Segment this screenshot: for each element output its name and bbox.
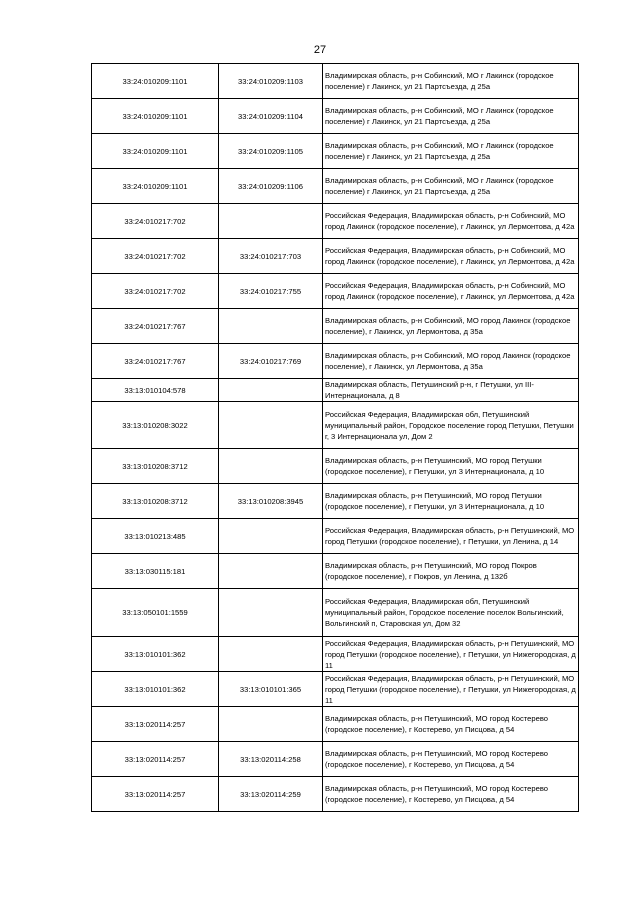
child-cadastral-number: 33:24:010217:769 [219, 344, 323, 379]
parent-cadastral-number: 33:13:010208:3712 [92, 484, 219, 519]
table-row [92, 484, 579, 519]
cadastral-table [91, 63, 579, 812]
child-cadastral-number [219, 449, 323, 484]
parent-cadastral-number: 33:13:010101:362 [92, 637, 219, 672]
table-row [92, 204, 579, 239]
table-row [92, 169, 579, 204]
address-cell: Российская Федерация, Владимирская область, р-н Собинский, МО город Лакинск (городское поселение), г Лакинск, ул Лермонтова, д 42а [323, 239, 579, 274]
child-cadastral-number: 33:13:020114:258 [219, 742, 323, 777]
address-cell: Российская Федерация, Владимирская область, р-н Собинский, МО город Лакинск (городское поселение), г Лакинск, ул Лермонтова, д 42а [323, 204, 579, 239]
table-row [92, 99, 579, 134]
parent-cadastral-number: 33:24:010217:767 [92, 309, 219, 344]
child-cadastral-number: 33:24:010217:755 [219, 274, 323, 309]
address-cell: Владимирская область, р-н Петушинский, МО город Костерево (городское поселение), г Костерево, ул Писцова, д 54 [323, 777, 579, 812]
table-row [92, 777, 579, 812]
table-row [92, 707, 579, 742]
table-row [92, 134, 579, 169]
table-row [92, 449, 579, 484]
address-cell: Владимирская область, р-н Собинский, МО город Лакинск (городское поселение), г Лакинск, ул Лермонтова, д 35а [323, 344, 579, 379]
table-row [92, 309, 579, 344]
address-cell: Владимирская область, Петушинский р-н, г Петушки, ул III-Интернационала, д 8 [323, 379, 579, 402]
parent-cadastral-number: 33:24:010217:702 [92, 239, 219, 274]
address-cell: Российская Федерация, Владимирская обл, Петушинский муниципальный район, Городское поселение поселок Вольгинский, Вольгинский п, Старовская ул, Дом 32 [323, 589, 579, 637]
child-cadastral-number: 33:24:010209:1105 [219, 134, 323, 169]
table-row [92, 379, 579, 402]
child-cadastral-number [219, 637, 323, 672]
child-cadastral-number: 33:24:010209:1106 [219, 169, 323, 204]
child-cadastral-number [219, 309, 323, 344]
child-cadastral-number [219, 379, 323, 402]
table-row [92, 554, 579, 589]
child-cadastral-number: 33:13:010208:3945 [219, 484, 323, 519]
child-cadastral-number: 33:24:010209:1104 [219, 99, 323, 134]
address-cell: Владимирская область, р-н Собинский, МО г Лакинск (городское поселение) г Лакинск, ул 21 Партсъезда, д 25а [323, 134, 579, 169]
address-cell: Российская Федерация, Владимирская область, р-н Петушинский, МО город Петушки (городское поселение), г Петушки, ул Нижегородская, д 11 [323, 672, 579, 707]
parent-cadastral-number: 33:24:010209:1101 [92, 134, 219, 169]
parent-cadastral-number: 33:13:020114:257 [92, 777, 219, 812]
address-cell: Владимирская область, р-н Собинский, МО г Лакинск (городское поселение) г Лакинск, ул 21 Партсъезда, д 25а [323, 64, 579, 99]
parent-cadastral-number: 33:13:010208:3712 [92, 449, 219, 484]
address-cell: Российская Федерация, Владимирская область, р-н Петушинский, МО город Петушки (городское поселение), г Петушки, ул Нижегородская, д 11 [323, 637, 579, 672]
table-row [92, 672, 579, 707]
parent-cadastral-number: 33:13:020114:257 [92, 742, 219, 777]
parent-cadastral-number: 33:24:010217:702 [92, 204, 219, 239]
table-row [92, 239, 579, 274]
parent-cadastral-number: 33:13:010213:485 [92, 519, 219, 554]
address-cell: Российская Федерация, Владимирская область, р-н Собинский, МО город Лакинск (городское поселение), г Лакинск, ул Лермонтова, д 42а [323, 274, 579, 309]
cadastral-table-body [92, 64, 579, 812]
address-cell: Владимирская область, р-н Петушинский, МО город Покров (городское поселение), г Покров, ул Ленина, д 132б [323, 554, 579, 589]
page-number: 27 [313, 44, 327, 56]
address-cell: Владимирская область, р-н Собинский, МО г Лакинск (городское поселение) г Лакинск, ул 21 Партсъезда, д 25а [323, 169, 579, 204]
parent-cadastral-number: 33:24:010217:702 [92, 274, 219, 309]
address-cell: Владимирская область, р-н Петушинский, МО город Петушки (городское поселение), г Петушки, ул 3 Интернационала, д 10 [323, 484, 579, 519]
child-cadastral-number [219, 589, 323, 637]
parent-cadastral-number: 33:24:010209:1101 [92, 169, 219, 204]
address-cell: Владимирская область, р-н Собинский, МО г Лакинск (городское поселение) г Лакинск, ул 21 Партсъезда, д 25а [323, 99, 579, 134]
table-row [92, 637, 579, 672]
parent-cadastral-number: 33:13:010208:3022 [92, 402, 219, 449]
parent-cadastral-number: 33:13:020114:257 [92, 707, 219, 742]
parent-cadastral-number: 33:13:030115:181 [92, 554, 219, 589]
child-cadastral-number: 33:24:010217:703 [219, 239, 323, 274]
child-cadastral-number [219, 519, 323, 554]
parent-cadastral-number: 33:13:010104:578 [92, 379, 219, 402]
parent-cadastral-number: 33:13:050101:1559 [92, 589, 219, 637]
table-row [92, 589, 579, 637]
parent-cadastral-number: 33:13:010101:362 [92, 672, 219, 707]
address-cell: Российская Федерация, Владимирская область, р-н Петушинский, МО город Петушки (городское поселение), г Петушки, ул Ленина, д 14 [323, 519, 579, 554]
child-cadastral-number: 33:24:010209:1103 [219, 64, 323, 99]
child-cadastral-number [219, 707, 323, 742]
parent-cadastral-number: 33:24:010209:1101 [92, 99, 219, 134]
address-cell: Владимирская область, р-н Петушинский, МО город Костерево (городское поселение), г Костерево, ул Писцова, д 54 [323, 707, 579, 742]
parent-cadastral-number: 33:24:010217:767 [92, 344, 219, 379]
child-cadastral-number [219, 402, 323, 449]
address-cell: Владимирская область, р-н Петушинский, МО город Костерево (городское поселение), г Костерево, ул Писцова, д 54 [323, 742, 579, 777]
child-cadastral-number [219, 204, 323, 239]
child-cadastral-number: 33:13:020114:259 [219, 777, 323, 812]
table-row [92, 742, 579, 777]
child-cadastral-number: 33:13:010101:365 [219, 672, 323, 707]
address-cell: Российская Федерация, Владимирская обл, Петушинский муниципальный район, Городское поселение город Петушки, Петушки г, 3 Интернационала ул, Дом 2 [323, 402, 579, 449]
parent-cadastral-number: 33:24:010209:1101 [92, 64, 219, 99]
table-row [92, 402, 579, 449]
address-cell: Владимирская область, р-н Петушинский, МО город Петушки (городское поселение), г Петушки, ул 3 Интернационала, д 10 [323, 449, 579, 484]
table-row [92, 344, 579, 379]
table-row [92, 64, 579, 99]
address-cell: Владимирская область, р-н Собинский, МО город Лакинск (городское поселение), г Лакинск, ул Лермонтова, д 35а [323, 309, 579, 344]
table-row [92, 274, 579, 309]
child-cadastral-number [219, 554, 323, 589]
table-row [92, 519, 579, 554]
